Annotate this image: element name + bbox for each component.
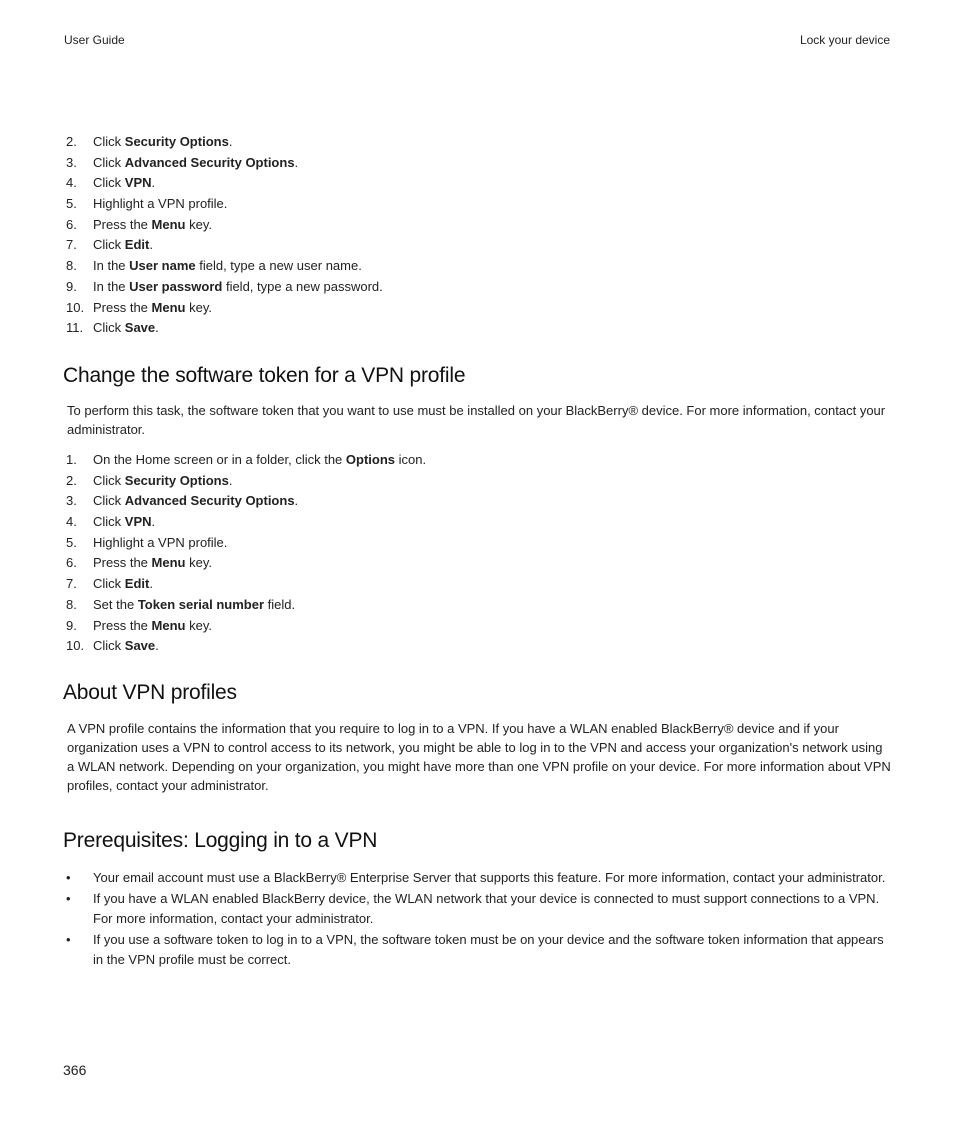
step-text: Click	[93, 638, 125, 654]
step-number: 7.	[66, 237, 77, 253]
step-text-end: .	[228, 134, 233, 149]
bullet-icon: •	[66, 891, 71, 906]
step-ui-term: Menu	[151, 216, 186, 232]
prerequisite-item	[66, 868, 894, 888]
bullet-icon: •	[66, 870, 71, 885]
step-item	[66, 616, 426, 637]
step-text: Click	[93, 472, 125, 488]
step-text: Click	[93, 134, 125, 149]
step-item	[66, 318, 383, 339]
step-text: Click	[93, 237, 125, 253]
step-ui-term: User password	[129, 278, 223, 294]
step-text-end: .	[149, 576, 153, 592]
prerequisite-item	[66, 930, 894, 970]
step-text: In the	[93, 278, 130, 294]
step-ui-term: Save	[124, 320, 156, 336]
step-ui-term: Options	[345, 452, 396, 467]
step-ui-term: Edit	[124, 237, 150, 253]
step-ui-term: Token serial number	[137, 596, 264, 612]
step-number: 6.	[66, 216, 77, 232]
step-ui-term: Menu	[151, 299, 186, 315]
step-item	[66, 173, 383, 194]
change-token-steps-list	[66, 450, 426, 657]
running-header-title: User Guide	[64, 33, 125, 47]
step-number: 8.	[66, 596, 77, 612]
step-ui-term: VPN	[124, 514, 152, 530]
step-number: 2.	[66, 134, 77, 149]
step-item	[66, 132, 383, 153]
step-text-end: key.	[185, 617, 212, 633]
step-text: Click	[93, 175, 125, 191]
prerequisites-list	[66, 868, 894, 971]
step-number: 10.	[66, 299, 85, 315]
step-item	[66, 298, 383, 319]
step-number: 10.	[66, 638, 85, 654]
step-ui-term: Advanced Security Options	[124, 493, 295, 509]
step-item	[66, 235, 383, 256]
step-text-end: .	[294, 154, 299, 170]
step-number: 11.	[66, 320, 84, 336]
step-text: Press the	[93, 299, 152, 315]
step-ui-term: Save	[124, 638, 156, 654]
step-text-end: field, type a new user name.	[195, 258, 362, 274]
step-number: 1.	[66, 452, 77, 467]
step-text: In the	[93, 258, 130, 274]
step-number: 7.	[66, 576, 77, 592]
step-item	[66, 595, 426, 616]
step-item	[66, 450, 426, 471]
step-item	[66, 215, 383, 236]
step-number: 3.	[66, 154, 77, 170]
step-number: 2.	[66, 472, 77, 488]
step-text-end: key.	[185, 216, 212, 232]
step-item	[66, 256, 383, 277]
section-intro-change-token: To perform this task, the software token that you want to use must be installed on your BlackBerry® device. For more information, contact your administrator.	[67, 403, 886, 437]
step-number: 4.	[66, 175, 77, 191]
step-number: 5.	[66, 534, 77, 550]
bullet-icon: •	[66, 932, 71, 947]
step-item	[66, 553, 426, 574]
step-ui-term: Security Options	[124, 134, 229, 149]
step-item	[66, 277, 383, 298]
step-text-end: .	[151, 514, 156, 530]
step-text-end: .	[155, 320, 159, 336]
step-ui-term: Edit	[124, 576, 150, 592]
step-text: Set the	[93, 596, 138, 612]
prerequisite-text: Your email account must use a BlackBerry® Enterprise Server that supports this feature. For more information, contact your administrator.	[93, 870, 886, 885]
section-heading-prerequisites: Prerequisites: Logging in to a VPN	[63, 829, 378, 852]
prerequisite-text: If you have a WLAN enabled BlackBerry device, the WLAN network that your device is connected to must support connections to a VPN. For more information, contact your administrator.	[93, 891, 880, 926]
step-text: Press the	[93, 555, 152, 571]
step-text-end: .	[149, 237, 153, 253]
step-ui-term: Menu	[151, 555, 186, 571]
step-text: On the Home screen or in a folder, click the	[93, 452, 346, 467]
step-text-end: field, type a new password.	[222, 278, 383, 294]
step-text-end: .	[294, 493, 299, 509]
step-ui-term: User name	[129, 258, 196, 274]
step-number: 5.	[66, 196, 77, 212]
step-number: 8.	[66, 258, 77, 274]
step-ui-term: Advanced Security Options	[124, 154, 295, 170]
about-vpn-paragraph: A VPN profile contains the information that you require to log in to a VPN. If you have a WLAN enabled BlackBerry® device and if your organization uses a VPN to control access to its network, you might be able to log in to the VPN and access your organization's network using a WLAN network. Depending on your organization, you might have more than one VPN profile on your device. For more information about VPN profiles, contact your administrator.	[67, 721, 891, 793]
step-item	[66, 574, 426, 595]
step-number: 6.	[66, 555, 77, 571]
step-text-end: key.	[185, 299, 212, 315]
prerequisite-text: If you use a software token to log in to a VPN, the software token must be on your device and the software token information that appears in the VPN profile must be correct.	[93, 932, 884, 967]
step-item	[66, 533, 426, 554]
step-number: 4.	[66, 514, 77, 530]
step-text-end: .	[151, 175, 156, 191]
step-text-end: key.	[185, 555, 212, 571]
step-item	[66, 491, 426, 512]
section-heading-change-token: Change the software token for a VPN profile	[63, 364, 466, 387]
step-text: Highlight a VPN profile.	[93, 534, 228, 550]
step-text: Click	[93, 154, 125, 170]
running-header-chapter: Lock your device	[799, 33, 890, 47]
step-number: 3.	[66, 493, 77, 509]
step-item	[66, 512, 426, 533]
section-heading-about-vpn: About VPN profiles	[63, 681, 237, 704]
step-ui-term: Menu	[151, 617, 186, 633]
page-number: 366	[63, 1062, 87, 1078]
step-text: Press the	[93, 216, 152, 232]
step-item	[66, 153, 383, 174]
step-ui-term: Security Options	[124, 472, 229, 488]
step-text: Press the	[93, 617, 152, 633]
step-text: Click	[93, 493, 125, 509]
step-item	[66, 471, 426, 492]
step-text-end: field.	[264, 596, 296, 612]
step-text-end: icon.	[395, 452, 427, 467]
continued-steps-list	[66, 132, 383, 339]
step-text-end: .	[155, 638, 159, 654]
step-item	[66, 194, 383, 215]
step-number: 9.	[66, 617, 77, 633]
step-number: 9.	[66, 278, 77, 294]
prerequisite-item	[66, 889, 894, 929]
step-text-end: .	[228, 472, 233, 488]
step-text: Click	[93, 320, 125, 336]
step-item	[66, 636, 426, 657]
step-text: Highlight a VPN profile.	[93, 196, 228, 212]
step-text: Click	[93, 514, 125, 530]
step-ui-term: VPN	[124, 175, 152, 191]
step-text: Click	[93, 576, 125, 592]
